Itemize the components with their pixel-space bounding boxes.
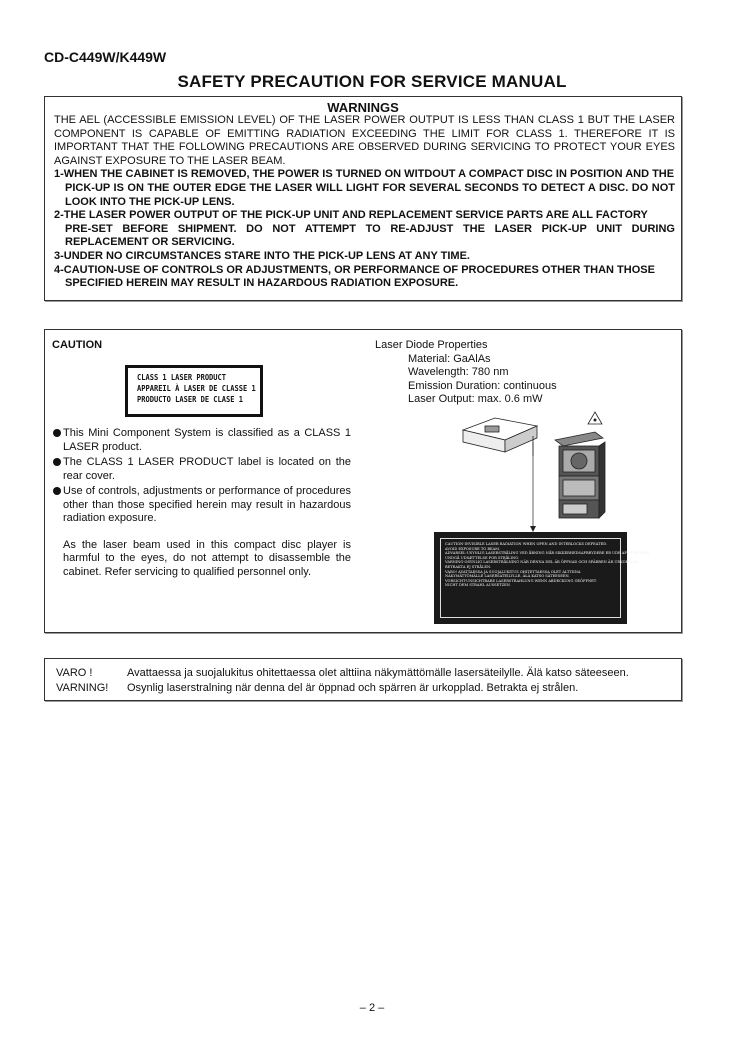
laser-output: Laser Output: max. 0.6 mW [408, 393, 543, 406]
caution-bullet [53, 456, 351, 483]
laser-warning-label [434, 532, 651, 624]
caution-bullet [53, 427, 351, 454]
mini-system-drawing [555, 432, 605, 518]
caution-box [44, 329, 682, 633]
warning-item-1-rest: PICK-UP IS ON THE OUTER EDGE THE LASER WILL LIGHT FOR SEVERAL SECONDS TO DETECT A DISC. DO NOT LOOK INTO THE PICK-UP LENS. [65, 181, 675, 208]
warning-label-line: NÄKYMÄTTÖMÄLLE LASERSÄTEILYLLE. ÄLÄ KATSO SÄTEESEEN. [445, 574, 570, 579]
class1-label-line: CLASS 1 LASER PRODUCT [137, 373, 227, 382]
bullet-dot-icon [53, 487, 61, 495]
warning-item-4 [54, 264, 675, 291]
class1-label-line: APPAREIL À LASER DE CLASSE 1 [137, 384, 256, 393]
warning-item-4-rest: SPECIFIED HEREIN MAY RESULT IN HAZARDOUS RADIATION EXPOSURE. [65, 277, 459, 290]
warning-item-3-first: 3-UNDER NO CIRCUMSTANCES STARE INTO THE PICK-UP LENS AT ANY TIME. [54, 249, 470, 262]
warning-label-line: AVOID EXPOSURE TO BEAM. [445, 546, 501, 551]
warning-item-2-first: 2-THE LASER POWER OUTPUT OF THE PICK-UP UNIT AND REPLACEMENT SERVICE PARTS ARE ALL FACTORY [54, 209, 648, 222]
warning-label-line: UNDGÅ UDSÆTTELSE FOR STRÅLING. [445, 555, 520, 560]
caution-bullet-text: This Mini Component System is classified as a CLASS 1 LASER product. [63, 427, 351, 453]
page-title: SAFETY PRECAUTION FOR SERVICE MANUAL [177, 72, 567, 91]
caution-paragraph: As the laser beam used in this compact disc player is harmful to the eyes, do not attempt to disassemble the cabinet. Refer servicing to qualified personnel only. [63, 538, 351, 578]
warnings-intro: THE AEL (ACCESSIBLE EMISSION LEVEL) OF THE LASER POWER OUTPUT IS LESS THAN CLASS 1 BUT THE LASER COMPONENT IS CAPABLE OF EMITTING RADIATION EXCEEDING THE LIMIT FOR CLASS 1. THEREFORE IT IS IMPORTANT THAT THE FOLLOWING PRECAUTIONS ARE OBSERVED DURING SERVICING TO PROTECT YOUR EYES AGAINST EXPOSURE TO THE LASER BEAM. [54, 114, 675, 167]
warning-label-line: BETRAKTA EJ STRÅLEN. [445, 564, 492, 569]
page-number: – 2 – [359, 1002, 385, 1014]
caution-bullets [53, 427, 351, 579]
caution-title: CAUTION [52, 339, 103, 351]
warning-label-line: VORSICHT-UNSICHTBARE LASERSTRAHLUNG WENN ABDECKUNG GEÖFFNET. [445, 578, 597, 583]
caution-bullet-text: Use of controls, adjustments or performance of procedures other than those specified herein may result in hazardous radiation exposure. [63, 485, 351, 524]
laser-hazard-icon [588, 412, 602, 424]
varning-text: Osynlig laserstralning när denna del är öppnad och spärren är urkopplad. Betrakta ej strålen. [127, 682, 579, 694]
laser-properties [375, 339, 557, 407]
caution-bullet-text: The CLASS 1 LASER PRODUCT label is located on the rear cover. [63, 456, 351, 482]
varo-text: Avattaessa ja suojalukitus ohitettaessa olet alttiina näkymättömälle lasersäteilylle. Älä katso säteeseen. [127, 667, 629, 679]
warning-item-1 [54, 168, 675, 209]
warnings-box [44, 96, 682, 301]
warning-label-line: ADVARSEL-USYNLIG LASERSTRÅLING VED ÅBNING NÅR SIKKERHEDSAFBRYDERE ER UDE AF FUNKTION. [445, 551, 651, 556]
bullet-dot-icon [53, 429, 61, 437]
class1-label-line: PRODUCTO LASER DE CLASE 1 [137, 395, 243, 404]
pickup-unit-drawing [463, 418, 537, 456]
class1-label [125, 365, 263, 417]
varning-label: VARNING! [56, 682, 109, 694]
warning-label-line: NICHT DEM STRAHL AUSSETZEN. [445, 583, 511, 588]
warning-label-line: CAUTION-INVISIBLE LASER RADIATION WHEN OPEN AND INTERLOCKS DEFEATED. [445, 542, 608, 546]
bullet-dot-icon [53, 458, 61, 466]
product-illustration [455, 412, 605, 537]
warning-item-1-first: 1-WHEN THE CABINET IS REMOVED, THE POWER IS TURNED ON WITDOUT A COMPACT DISC IN POSITION AND THE [54, 168, 675, 181]
varo-label: VARO ! [56, 667, 93, 679]
laser-material: Material: GaAlAs [408, 352, 491, 365]
laser-emission: Emission Duration: continuous [408, 379, 557, 392]
model-number: CD-C449W/K449W [44, 49, 167, 65]
varo-box [44, 658, 682, 701]
laser-wavelength: Wavelength: 780 nm [408, 366, 509, 379]
warning-item-2 [54, 209, 675, 250]
warning-label-line: VARNING-OSYNLIG LASERSTRÅLNING NÄR DENNA DEL ÄR ÖPPNAD OCH SPÄRREN ÄR URKOPPLAD. [445, 560, 640, 565]
warning-item-3 [54, 250, 675, 264]
warning-item-2-rest: PRE-SET BEFORE SHIPMENT. DO NOT ATTEMPT TO RE-ADJUST THE LASER PICK-UP UNIT DURING REPLACEMENT OR SERVICING. [65, 222, 675, 249]
warnings-body [54, 114, 675, 291]
laser-properties-heading: Laser Diode Properties [375, 339, 488, 351]
warning-label-line: VARO! AVATTAESSA JA SUOJALUKITUS OHITETTAESSA OLET ALTTIINA [445, 569, 581, 574]
warning-item-4-first: 4-CAUTION-USE OF CONTROLS OR ADJUSTMENTS, OR PERFORMANCE OF PROCEDURES OTHER THAN THOSE [54, 263, 655, 276]
caution-bullet [53, 485, 351, 526]
warnings-heading: WARNINGS [327, 100, 399, 115]
